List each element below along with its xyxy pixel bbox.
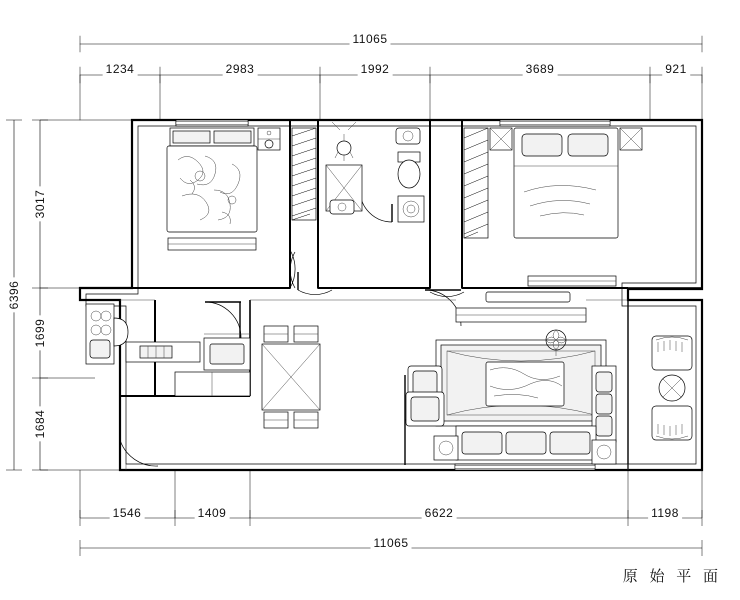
dim-bottom-seg-2: 1409 (195, 506, 230, 520)
dim-bottom-seg-4: 1198 (648, 506, 682, 520)
dim-top-seg-2: 2983 (223, 62, 258, 76)
dim-top-seg-5: 921 (662, 62, 690, 76)
dim-left-overall: 6396 (7, 278, 21, 313)
dim-bottom-seg-3: 6622 (422, 506, 457, 520)
dim-top-overall: 11065 (350, 32, 391, 46)
dim-top-seg-1: 1234 (103, 62, 138, 76)
dim-top-seg-4: 3689 (523, 62, 558, 76)
dim-left-seg-1: 3017 (33, 187, 47, 222)
balcony-furniture (652, 336, 692, 440)
drawing-title: 原 始 平 面 (622, 569, 722, 585)
bathroom-fixtures (326, 122, 424, 222)
dim-top-seg-3: 1992 (358, 62, 393, 76)
living-room-furniture (406, 292, 616, 464)
dining-furniture (262, 326, 320, 428)
dim-left-seg-2: 1699 (33, 316, 47, 351)
dim-bottom-seg-1: 1546 (110, 506, 145, 520)
dim-bottom-overall: 11065 (371, 536, 412, 550)
bedroom-right-furniture (464, 128, 642, 286)
dim-left-seg-3: 1684 (33, 407, 47, 442)
bedroom-left-furniture (167, 128, 316, 250)
left-dimension-chain (6, 120, 132, 470)
kitchen-fixtures (86, 304, 250, 396)
top-dimension-chain (80, 36, 702, 120)
